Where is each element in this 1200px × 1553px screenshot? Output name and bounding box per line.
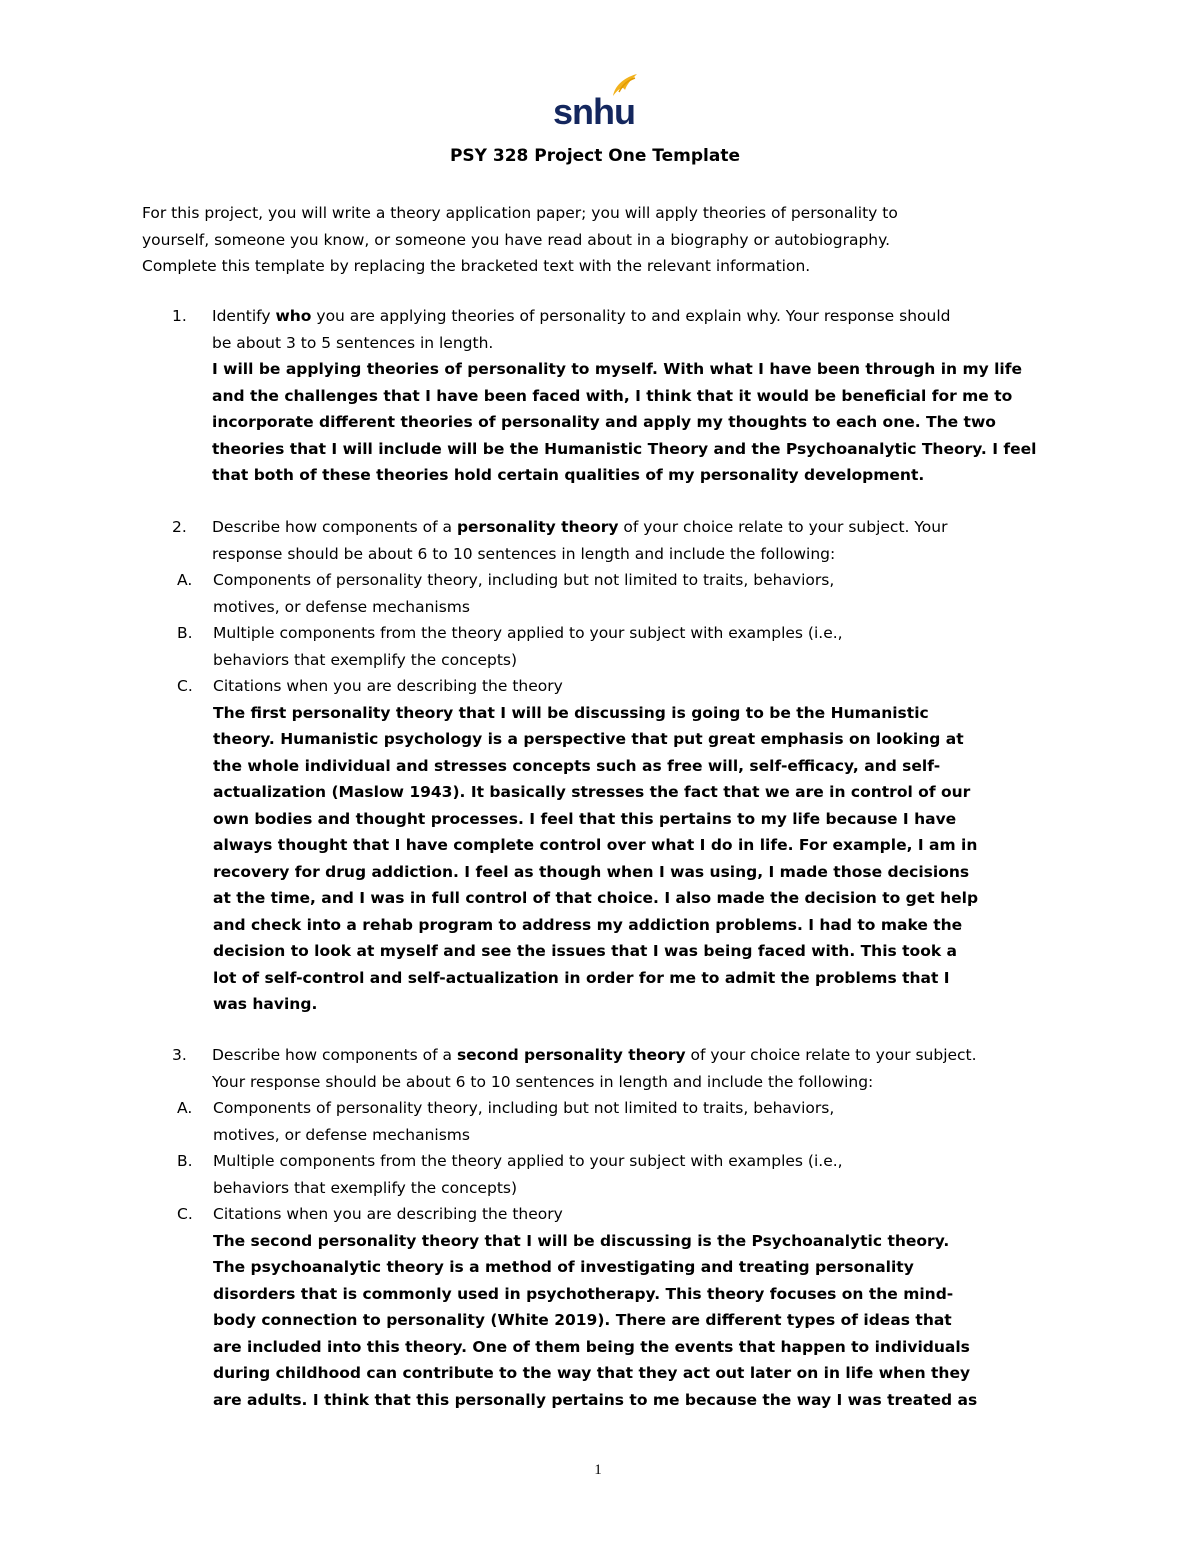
question-prompt: Identify who you are applying theories of personality to and explain why. Your response should: [212, 307, 951, 325]
question-prompt-line: Your response should be about 6 to 10 sentences in length and include the following:: [212, 1072, 874, 1091]
question-2: [142, 514, 1062, 1018]
question-prompt-line: response should be about 6 to 10 sentences in length and include the following:: [212, 544, 836, 563]
intro-line: yourself, someone you know, or someone you have read about in a biography or autobiography.: [142, 230, 890, 249]
question-prompt: Describe how components of a second personality theory of your choice relate to your subject.: [212, 1046, 977, 1064]
sub-item-b: B. Multiple components from the theory applied to your subject with examples (i.e., behaviors that exemplify the concepts): [177, 624, 843, 669]
page-number: 1: [594, 1462, 602, 1478]
answer-text: The second personality theory that I will be discussing is the Psychoanalytic theory. The psychoanalytic theory is a method of investigating and treating personality disorders that is commonly used in psychotherapy. This theory focuses on the mind- body connection to personality (White 2019). There are different types of ideas that are included into this theory. One of them being the events that happen to individuals during childhood can contribute to the way that they act out later on in life when they are adults. I think that this personally pertains to me because the way I was treated as: [213, 1231, 978, 1409]
snhu-logo: [553, 72, 643, 134]
sub-item-a: A. Components of personality theory, including but not limited to traits, behaviors, motives, or defense mechanisms: [177, 571, 835, 616]
document-title: PSY 328 Project One Template: [449, 146, 741, 166]
question-number: 2.: [172, 518, 187, 536]
question-1: [142, 303, 1062, 489]
answer-text: The first personality theory that I will be discussing is going to be the Humanistic theory. Humanistic psychology is a perspective that put great emphasis on looking at the whole individual and stresses concepts such as free will, self-efficacy, and self- actualization (Maslow 1943). It basically stresses the fact that we are in control of our own bodies and thought processes. I feel that this pertains to my life because I have always thought that I have complete control over what I do in life. For example, I am in recovery for drug addiction. I feel as though when I was using, I made those decisions at the time, and I was in full control of that choice. I also made the decision to get help and check into a rehab program to address my addiction problems. I had to make the decision to look at myself and see the issues that I was being faced with. This took a lot of self-control and self-actualization in order for me to admit the problems that I was having.: [213, 703, 979, 1013]
question-3: [142, 1042, 1062, 1413]
intro-line: Complete this template by replacing the bracketed text with the relevant information.: [142, 257, 811, 275]
sub-item-c: C. Citations when you are describing the theory: [177, 1205, 563, 1223]
sub-item-c: C. Citations when you are describing the theory: [177, 677, 563, 695]
sub-item-a: A. Components of personality theory, including but not limited to traits, behaviors, motives, or defense mechanisms: [177, 1099, 835, 1144]
intro-line: For this project, you will write a theory application paper; you will apply theories of personality to: [142, 204, 898, 222]
question-prompt: Describe how components of a personality theory of your choice relate to your subject. Your: [212, 518, 948, 536]
sub-item-b: B. Multiple components from the theory applied to your subject with examples (i.e., behaviors that exemplify the concepts): [177, 1152, 843, 1197]
question-number: 3.: [172, 1046, 187, 1064]
answer-text: I will be applying theories of personality to myself. With what I have been through in my life and the challenges that I have been faced with, I think that it would be beneficial for me to incorporate different theories of personality and apply my thoughts to each one. The two theories that I will include will be the Humanistic Theory and the Psychoanalytic Theory. I feel that both of these theories hold certain qualities of my personality development.: [212, 360, 1037, 484]
logo-text: snhu: [553, 91, 635, 132]
question-number: 1.: [172, 307, 187, 325]
intro-paragraph: [142, 200, 1022, 280]
question-prompt-line: be about 3 to 5 sentences in length.: [212, 333, 494, 352]
